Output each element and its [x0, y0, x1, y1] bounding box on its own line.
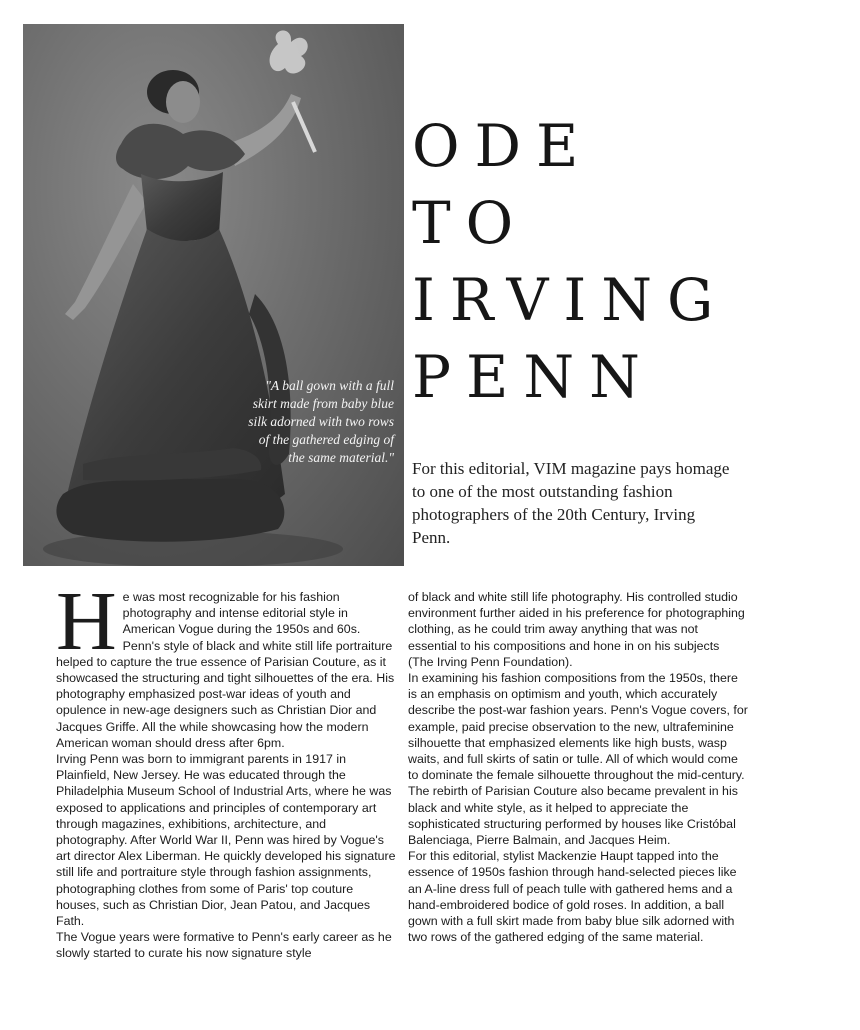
body-column-right	[408, 589, 748, 945]
body-column-left	[56, 575, 396, 962]
body-paragraph: of black and white still life photography. His controlled studio environment further aided in his preference for photographing clothing, as he could trim away anything that was not essential to his compositions and hone in on his subjects (The Irving Penn Foundation).	[408, 590, 745, 669]
body-paragraph-text: e was most recognizable for his fashion photography and intense editorial style in American Vogue during the 1950s and 60s. Penn's style of black and white still life portraiture helped to capture the true essence of Parisian Couture, as it showcased the structuring and tight silhouettes of the era. His photography emphasized post-war ideas of youth and opulence in new-age designers such as Christian Dior and Jacques Griffe. All the while showcasing how the modern American woman should dress after 6pm.	[56, 590, 395, 750]
photo-caption: "A ball gown with a full skirt made from baby blue silk adorned with two rows of the gathered edging of the same material."	[248, 378, 394, 465]
title-line: PENN	[412, 343, 655, 411]
title-line: IRVING	[412, 266, 729, 334]
body-paragraph	[56, 575, 396, 751]
title-line: ODE	[412, 112, 594, 180]
body-paragraph: In examining his fashion compositions from the 1950s, there is an emphasis on optimism and youth, which accurately describe the post-war fashion years. Penn's Vogue covers, for example, paid precise observation to the new, ultrafeminine silhouette that emphasized elements like high busts, wasp waits, and full skirts of satin or tulle. All of which would come to dominate the female silhouette throughout the mid-century. The rebirth of Parisian Couture also became prevalent in his black and white style, as it helped to appreciate the sophisticated structuring performed by houses like Cristóbal Balenciaga, Pierre Balmain, and Jacques Heim.	[408, 671, 748, 848]
title-line: TO	[412, 189, 529, 257]
editorial-photo	[23, 24, 404, 566]
article-dek: For this editorial, VIM magazine pays homage to one of the most outstanding fashion photographers of the 20th Century, Irving Penn.	[412, 459, 730, 547]
article-title	[412, 108, 728, 416]
model-in-ball-gown-illustration	[23, 24, 404, 566]
body-paragraph: For this editorial, stylist Mackenzie Haupt tapped into the essence of 1950s fashion through hand-selected pieces like an A-line dress full of peach tulle with gathered hems and a hand-embroidered bodice of gold roses. In addition, a ball gown with a full skirt made from baby blue silk adorned with two rows of the gathered edging of the same material.	[408, 849, 737, 945]
body-paragraph: Irving Penn was born to immigrant parents in 1917 in Plainfield, New Jersey. He was educated through the Philadelphia Museum School of Industrial Arts, where he was exposed to applications and principles of contemporary art through magazines, exhibitions, architecture, and photography. After World War II, Penn was hired by Vogue's art director Alex Liberman. He quickly developed his signature still life and portraiture style through fashion assignments, photographing clothes from some of Paris' top couture houses, such as Christian Dior, Jean Patou, and Jacques Fath.	[56, 752, 396, 929]
drop-cap: H	[56, 575, 117, 668]
body-paragraph: The Vogue years were formative to Penn's early career as he slowly started to curate his now signature style	[56, 930, 392, 961]
